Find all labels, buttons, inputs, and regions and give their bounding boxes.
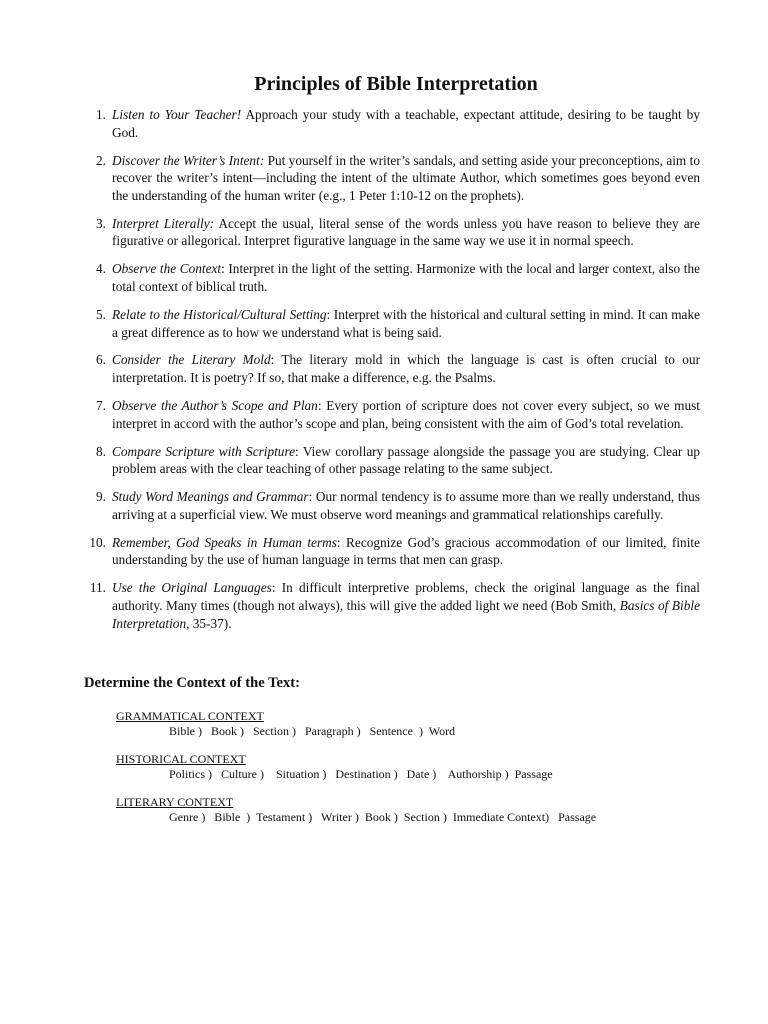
principle-term: Interpret Literally:	[112, 215, 215, 231]
context-section	[116, 709, 700, 825]
principle-text: : In difficult interpretive problems, check the original language as the final authority. Many times (though not always), this will give the added light we need (Bob Smith,	[112, 580, 700, 613]
principle-term: Compare Scripture with Scripture	[112, 443, 296, 459]
context-block-grammatical	[116, 709, 700, 739]
principle-text: : Recognize God’s gracious accommodation of our limited, finite understanding by the use of human language in terms that men can grasp.	[112, 534, 700, 568]
principle-term: Relate to the Historical/Cultural Setting	[112, 306, 327, 322]
context-label: LITERARY CONTEXT	[116, 795, 234, 810]
principle-item	[84, 397, 700, 432]
principle-item	[84, 443, 700, 478]
item-number: 9.	[96, 489, 106, 505]
context-block-literary	[116, 795, 700, 825]
item-number: 6.	[96, 352, 106, 368]
item-number: 3.	[96, 215, 106, 231]
principles-list	[84, 106, 700, 632]
context-chain: Genre ) Bible ) Testament ) Writer ) Book ) Section ) Immediate Context) Passage	[169, 810, 597, 825]
context-label: GRAMMATICAL CONTEXT	[116, 709, 264, 724]
principle-text: : Every portion of scripture does not cover every subject, so we must interpret in accord with the author’s scope and plan, being consistent with the aim of God’s total revelation.	[112, 398, 701, 431]
context-chain: Bible ) Book ) Section ) Paragraph ) Sentence ) Word	[169, 724, 456, 739]
principle-term: Consider the Literary Mold	[112, 352, 271, 368]
principle-term: Listen to Your Teacher!	[112, 107, 242, 122]
item-number: 2.	[96, 152, 106, 168]
principle-text: : Our normal tendency is to assume more than we really understand, thus arriving at a superficial view. We must observe word meanings and grammatical relationships carefully.	[112, 489, 700, 522]
principle-item	[84, 260, 700, 295]
item-number: 10.	[89, 534, 106, 550]
principle-item	[84, 106, 700, 141]
principle-text: Put yourself in the writer’s sandals, and setting aside your preconceptions, aim to recover the writer’s intent—including the intent of the ultimate Author, which sometimes goes beyond even the understanding of the human writer (e.g., 1 Peter 1:10-12 on the prophets).	[112, 152, 700, 203]
principle-item	[84, 215, 700, 250]
page-title: Principles of Bible Interpretation	[254, 73, 538, 95]
principle-term: Observe the Author’s Scope and Plan	[112, 398, 318, 414]
citation-title: Basics of Bible Interpretation	[112, 597, 700, 631]
item-number: 5.	[96, 306, 106, 322]
item-number: 11.	[89, 580, 106, 596]
principle-item	[84, 152, 700, 205]
principle-text: : Interpret in the light of the setting. Harmonize with the local and larger context, also the total context of biblical truth.	[112, 261, 700, 294]
principle-item	[84, 579, 700, 632]
principle-term: Remember, God Speaks in Human terms	[112, 534, 337, 550]
principle-text: Accept the usual, literal sense of the words unless you have reason to believe they are figurative or allegorical. Interpret figurative language in the same way we use it in normal speech.	[112, 215, 700, 249]
principle-text: : Interpret with the historical and cultural setting in mind. It can make a great difference as to how we understand what is being said.	[112, 306, 700, 340]
principle-term: Discover the Writer’s Intent:	[112, 152, 265, 168]
principle-term: Use the Original Languages	[112, 580, 272, 596]
context-label: HISTORICAL CONTEXT	[116, 752, 246, 767]
principle-item	[84, 306, 700, 341]
principle-item	[84, 351, 700, 386]
item-number: 7.	[96, 398, 106, 414]
principle-term: Study Word Meanings and Grammar	[112, 489, 309, 505]
principle-text: Approach your study with a teachable, expectant attitude, desiring to be taught by God.	[112, 107, 700, 140]
context-chain: Politics ) Culture ) Situation ) Destination ) Date ) Authorship ) Passage	[169, 767, 553, 782]
item-number: 4.	[96, 261, 106, 277]
item-number: 8.	[96, 443, 106, 459]
item-number: 1.	[96, 107, 106, 122]
principle-text: : The literary mold in which the language is cast is often crucial to our interpretation. It is poetry? If so, that make a difference, e.g. the Psalms.	[112, 352, 700, 386]
principle-text: : View corollary passage alongside the passage you are studying. Clear up problem areas with the clear teaching of other passage relating to the same subject.	[112, 443, 700, 477]
context-block-historical	[116, 752, 700, 782]
principle-item	[84, 488, 700, 523]
principle-term: Observe the Context	[112, 261, 222, 277]
citation-tail: , 35-37).	[186, 615, 232, 631]
context-heading: Determine the Context of the Text:	[84, 675, 301, 692]
principle-item	[84, 534, 700, 569]
